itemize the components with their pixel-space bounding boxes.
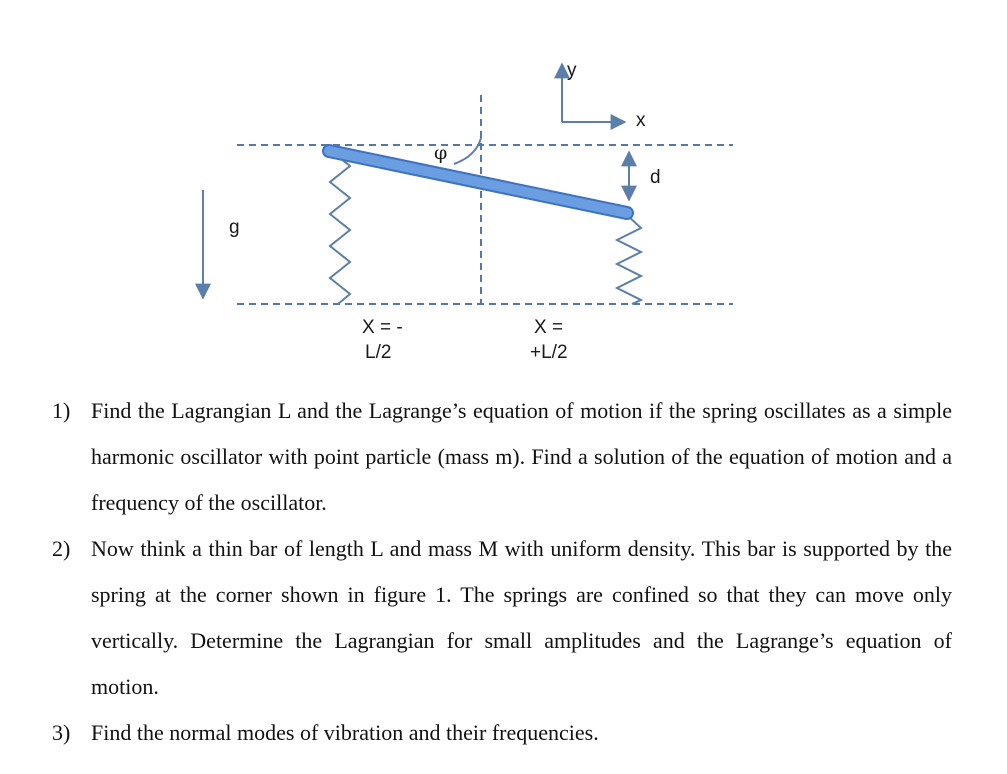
problem-item <box>52 388 952 526</box>
problem-number: 3) <box>52 720 71 745</box>
y-axis-label: y <box>567 60 577 81</box>
problem-item <box>52 710 952 756</box>
problem-number: 1) <box>52 398 71 423</box>
displacement-label: d <box>650 167 661 188</box>
problem-item <box>52 526 952 710</box>
left-position-label-line2: L/2 <box>365 342 392 363</box>
problem-text: Now think a thin bar of length L and mass M with uniform density. This bar is supported by the spring at the corner shown in figure 1. The springs are confined so that they can move only vertically. Determine the Lagrangian for small amplitudes and the Lagrange’s equation of motion. <box>91 536 952 699</box>
right-position-label-line1: X = <box>534 317 564 338</box>
right-spring <box>617 216 641 304</box>
angle-label: φ <box>434 142 448 164</box>
problem-text: Find the normal modes of vibration and their frequencies. <box>91 720 599 745</box>
angle-arc <box>454 138 481 164</box>
gravity-label: g <box>229 217 240 238</box>
right-position-label-line2: +L/2 <box>530 342 568 363</box>
x-axis-label: x <box>636 110 646 131</box>
problem-list <box>52 388 952 756</box>
left-position-label-line1: X = - <box>362 317 403 338</box>
left-spring <box>330 150 350 304</box>
problem-text: Find the Lagrangian L and the Lagrange’s equation of motion if the spring oscillates as a simple harmonic oscillator with point particle (mass m). Find a solution of the equation of motion and a frequency of the oscillator. <box>91 398 952 515</box>
problem-number: 2) <box>52 536 71 561</box>
figure-1 <box>0 0 1007 380</box>
tilted-bar <box>329 151 627 213</box>
